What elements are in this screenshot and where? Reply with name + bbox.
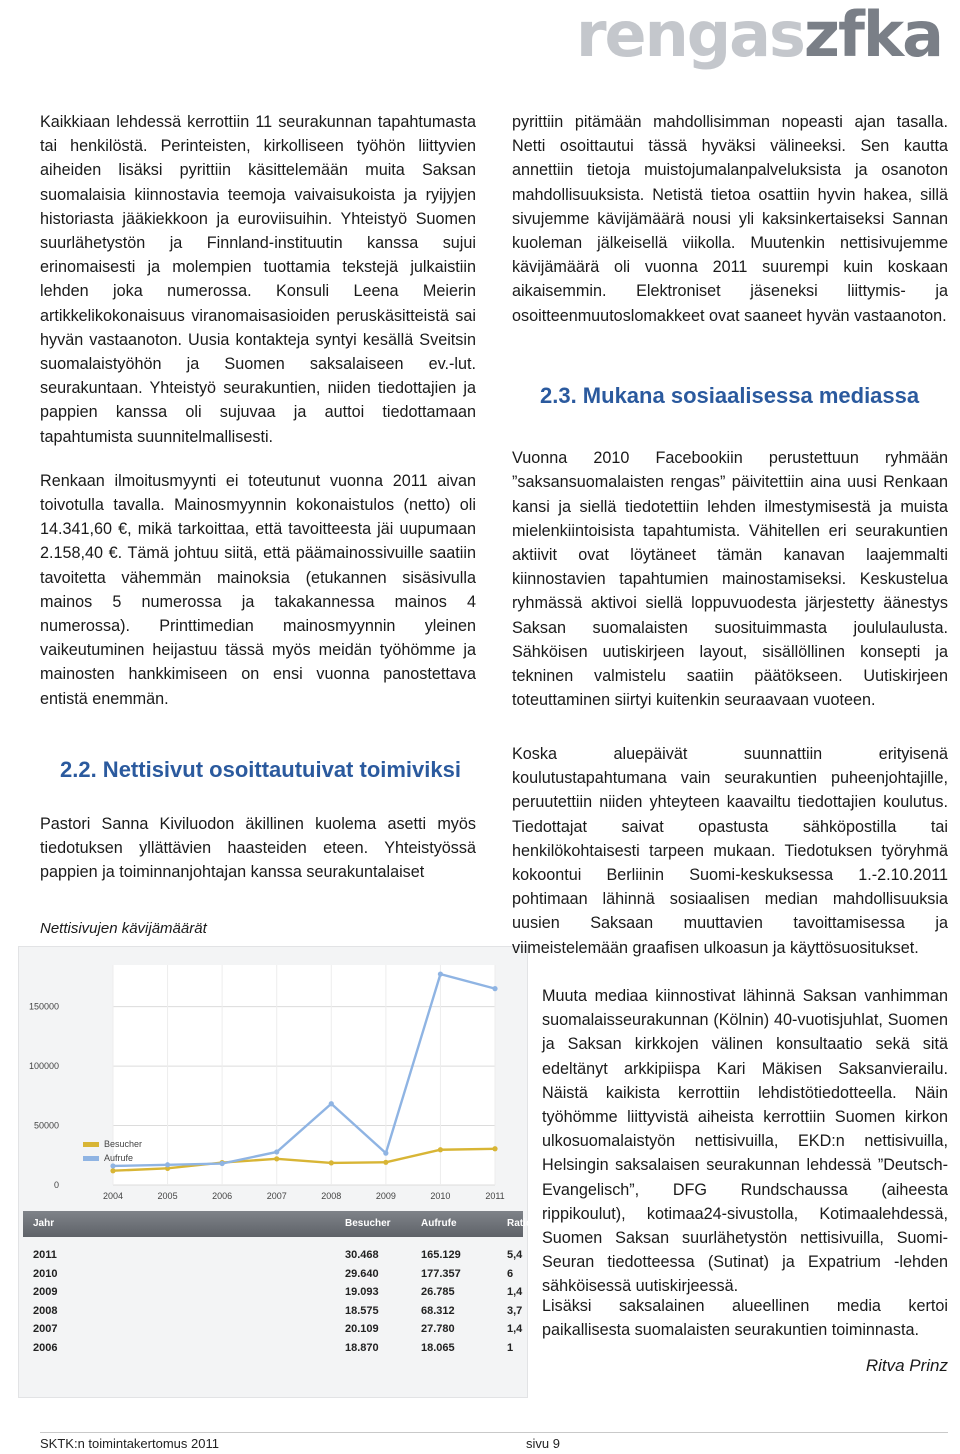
logo-part-1: rengas [575,0,804,71]
x-tick-label: 2004 [102,1191,124,1201]
cell-ratio: 1,4 [507,1323,523,1336]
data-point-besucher [438,1147,443,1152]
paragraph-paikallinen-media: Lisäksi saksalainen alueellinen media kertoi paikallisesta suomalaisten seurakuntien toiminnasta. [542,1297,948,1340]
cell-aufrufe: 27.780 [421,1323,455,1336]
data-point-besucher [329,1160,334,1165]
data-point-aufrufe [165,1162,170,1167]
legend-aufrufe [83,1153,133,1163]
plot-area [113,965,495,1185]
x-tick-label: 2010 [430,1191,451,1201]
data-point-aufrufe [492,986,497,991]
x-tick-label: 2008 [321,1191,342,1201]
cell-besucher: 29.640 [345,1267,379,1280]
table-row [23,1340,523,1359]
y-tick-label: 0 [53,1180,59,1190]
cell-year: 2008 [33,1304,58,1317]
cell-year: 2011 [33,1249,57,1261]
y-tick-label: 100000 [28,1061,59,1072]
cell-aufrufe: 26.785 [421,1286,455,1299]
table-row [23,1303,523,1322]
paragraph-muu-media: Muuta mediaa kiinnostivat lähinnä Saksan vanhimman suomalaisseurakunnan (Kölnin) 40-vuotisjuhlat, Suomen ja Saksan kirkkojen välinen konsultaatio sekä sitä edeltänyt arkkipiispa Kari Mäkisen Saksanvierailu. Näistä kaikista kerrottiin lehdistötiedotteella. Näin työhömme liittyvistä aiheista kerrottiin Suomen kirkon ulkosuomalaistyön nettisivuilla, EKD:n nettisivuilla, Helsingin saksalaisen seurakunnan lehdessä ”Deutsch-Evangelisch”, DFG Rundschaussa (aiheesta rippikoulut), kotimaa24-sivustolla, Kotimaalehdessä, Suomen Saksan suurlähetystön nettisivuilla, Suomi-Seuran tiedotteessa (Sutinat) ja Expatrium -lehden sähköisessä uutiskirjeessä. [542,987,948,1296]
cell-aufrufe: 165.129 [421,1249,461,1261]
cell-ratio: 6 [507,1267,514,1280]
cell-year: 2007 [33,1323,58,1336]
legend-label-besucher: Besucher [104,1139,143,1149]
table-body [23,1247,523,1359]
cell-aufrufe: 177.357 [421,1267,461,1280]
paragraph-facebook: Vuonna 2010 Facebookiin perustettuun ryhmään ”saksansuomalaisten rengas” päivitettiin aina uusi Renkaan kansi ja siellä tiedotettiin lehden ilmestymisestä ja muista mielenkiintoisista tapahtumista. Vähitellen eri seurakuntien aktiivit ovat löytäneet tämän kanavan laajemmalti kiinnostavien tapahtumien mainostamiseksi. Keskustelua ryhmässä aktivoi siellä loppuvuodesta järjestetty äänestys Saksan suomalaisten suosituimmasta joululaulusta. Sähköisen uutiskirjeen layout, sisällöllinen konsepti ja tekninen valmistelu saatiin päätökseen. Uutiskirjeen toteuttaminen siirtyi kuitenkin seuraavaan vuoteen. [512,449,948,710]
footer-divider [40,1432,948,1433]
left-column [40,110,476,711]
data-point-besucher [274,1156,279,1161]
data-point-aufrufe [438,971,443,976]
paragraph-lehti: Kaikkiaan lehdessä kerrottiin 11 seurakunnan tapahtumasta tai henkilöstä. Perinteisten, kirkolliseen työhön liittyvien aiheiden lisäksi pyrittiin käsittelemään muita Saksan suomalaisia kiinnostavia teemoja vaivaisukoista ja ryijyjen historiasta jääkiekkoon ja euroviisuihin. Yhteistyö Suomen suurlähetystön ja Finnland-instituutin kanssa sujui erinomaisesti ja molempien tuottamia tekstejä julkaistiin lehden joka numerossa. Konsuli Leena Meierin artikkelikokonaisuus viranomaisasioiden peruskäsitteistä sai hyvän vastaanoton. Uusia kontakteja syntyi kesällä Sveitsin suomalaistyöhön ja Suomen saksalaiseen ev.-lut. seurakuntaan. Yhteistyö seurakuntien, niiden tiedottajien ja pappien kanssa oli sujuvaa ja auttoi tiedottamaan tapahtumista suunnitelmallisesti. [40,113,476,446]
cell-aufrufe: 68.312 [421,1304,455,1317]
data-point-aufrufe [329,1101,334,1106]
data-point-aufrufe [110,1163,115,1168]
data-point-aufrufe [383,1151,388,1156]
right-column [512,110,948,328]
cell-besucher: 19.093 [345,1286,379,1299]
heading-sosiaalinen-media: 2.3. Mukana sosiaalisessa mediassa [540,383,920,408]
data-point-besucher [383,1160,388,1165]
legend-label-aufrufe: Aufrufe [104,1153,134,1163]
data-point-aufrufe [220,1161,225,1166]
y-tick-label: 150000 [28,1001,59,1012]
cell-year: 2009 [33,1286,58,1299]
table-row [23,1284,523,1303]
data-point-aufrufe [274,1149,279,1154]
x-tick-label: 2011 [485,1191,505,1201]
cell-besucher: 20.109 [345,1323,379,1336]
chart-caption: Nettisivujen kävijämäärät [40,920,207,937]
paragraph-ilmoitusmyynti: Renkaan ilmoitusmyynti ei toteutunut vuonna 2011 aivan toivotulla tavalla. Mainosmyynnin kokonaistulos (netto) oli 14.341,60 €, mikä tarkoittaa, että tavoitteesta jäi uupumaan 2.158,40 €. Tämä johtuu siitä, että päämainossivuille saatiin tavoitetta vähemmän mainoksia (etukannen sisäsivulla mainos 5 numerossa ja takakannessa mainos 4 numerossa). Printtimedian mainosmyynnin yleinen vaikeutuminen heijastuu tässä myös meidän työhömme ja mainosten hankkimiseen on ensi vuonna panostettava entistä enemmän. [40,471,476,708]
footer-page-number: sivu 9 [526,1436,560,1451]
logo-part-2: zfka [803,0,942,71]
header-aufrufe: Aufrufe [421,1218,457,1229]
cell-year: 2010 [33,1267,58,1280]
table-row [23,1247,523,1266]
cell-aufrufe: 18.065 [421,1341,455,1354]
paragraph-pastori: Pastori Sanna Kiviluodon äkillinen kuolema asetti myös tiedotuksen yllättävien haasteiden eteen. Yhteistyössä pappien ja toiminnanjohtajan kanssa seurakuntalaiset [40,815,476,882]
table-header [23,1211,532,1237]
rengas-logo [575,0,942,71]
paragraph-netti: pyrittiin pitämään mahdollisimman nopeasti ajan tasalla. Netti osoittautui tässä hyväksi välineeksi. Sen kautta annettiin tietoja muistojumalanpalveluksista ja osanoton mahdollisuuksista. Netistä tietoa osattiin hyvin hakea, sillä sivujemme kävijämäärä nousi yli kaksinkertaiseksi Sannan kuoleman jälkeisellä viikolla. Muutenkin nettisivujemme kävijämäärä oli vuonna 2011 suurempi kuin koskaan aikaisemmin. Elektroniset jäseneksi liittymis- ja osoitteenmuutoslomakkeet ovat saaneet hyvän vastaanoton. [512,113,948,325]
cell-besucher: 30.468 [345,1249,379,1261]
cell-ratio: 5,4 [507,1249,523,1261]
cell-ratio: 1,4 [507,1286,523,1299]
legend-swatch-aufrufe [83,1156,99,1161]
cell-besucher: 18.575 [345,1304,379,1317]
cell-besucher: 18.870 [345,1341,379,1354]
legend-besucher [83,1139,142,1149]
footer-document-title: SKTK:n toimintakertomus 2011 [40,1436,219,1451]
legend-swatch-besucher [83,1142,99,1147]
cell-ratio: 3,7 [507,1304,523,1317]
header-besucher: Besucher [345,1218,391,1229]
cell-ratio: 1 [507,1341,514,1354]
header-jahr: Jahr [33,1218,55,1229]
line-chart [19,947,527,1209]
author-signature: Ritva Prinz [865,1356,948,1375]
x-tick-label: 2009 [375,1191,396,1201]
data-point-besucher [110,1168,115,1173]
data-point-besucher [492,1146,497,1151]
visitor-chart [18,946,532,1398]
x-tick-label: 2006 [212,1191,233,1201]
x-tick-label: 2005 [157,1191,178,1201]
x-tick-label: 2007 [266,1191,287,1201]
heading-nettisivut: 2.2. Nettisivut osoittautuivat toimiviksi [60,757,461,782]
y-tick-label: 50000 [33,1120,59,1131]
table-row [23,1321,523,1340]
paragraph-aluepaivat: Koska aluepäivät suunnattiin erityisenä koulutustapahtumana vain seurakuntien puheenjohtajille, peruutettiin niiden yhteyteen kaavailtu tiedottajien koulutus. Tiedottajat saivat opastusta sähköpostilla tai henkilökohtaisesti tarpeen mukaan. Tiedotuksen työryhmä kokoontui Berliinin Suomi-keskuksessa 1.-2.10.2011 pohtimaan lähinnä sosiaalisen median mahdollisuuksia uusien Saksaan muuttavien tavoittamisessa ja viimeistelemään graafisen ulkoasun ja käyttösuositukset. [512,745,948,957]
table-row [23,1266,523,1285]
cell-year: 2006 [33,1341,58,1354]
header-ratio: Ratio [507,1218,532,1229]
